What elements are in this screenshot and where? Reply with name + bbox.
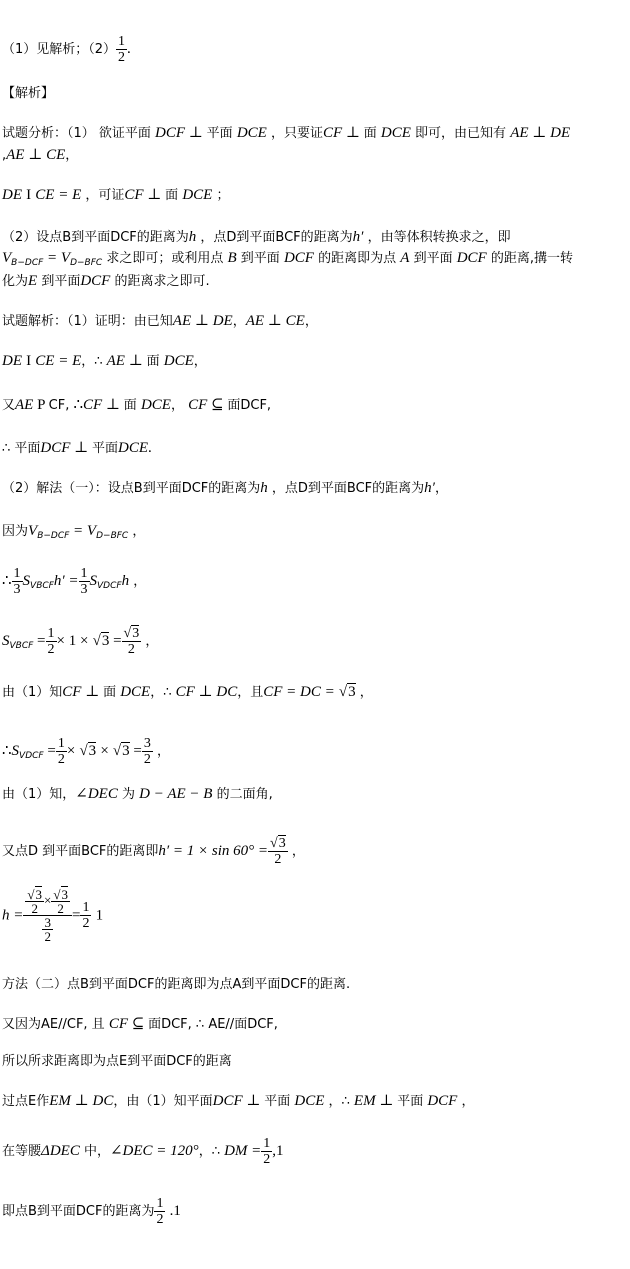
fraction bbox=[261, 1136, 272, 1167]
math-text-l4_e: ，由等体积转换求之，即 bbox=[367, 230, 511, 245]
math-text-l5_j: 的距离,搆一转 bbox=[490, 251, 573, 266]
math-text-s3_a: 又 bbox=[2, 398, 16, 413]
fraction bbox=[25, 888, 44, 915]
math-text-s7_s2: S bbox=[89, 573, 97, 589]
math-text-end: . bbox=[127, 41, 131, 57]
fraction bbox=[12, 566, 23, 597]
math-text-s8_root: √ bbox=[92, 633, 101, 649]
math-text-s3_g: 面 bbox=[123, 398, 137, 413]
math-text-l1_f: 面 bbox=[363, 126, 377, 141]
math-text-s9_a: 由（1）知 bbox=[2, 685, 63, 700]
math-text-s4_e: . bbox=[148, 440, 152, 456]
math-text-l5_v1: V bbox=[2, 250, 12, 266]
math-text-s7_sub1: VBCF bbox=[30, 581, 54, 591]
math-text-s9_g: ，且 bbox=[237, 685, 264, 700]
math-text-s6_s1: B−DCF bbox=[37, 531, 70, 541]
math-text-s2_g: DCE bbox=[163, 353, 194, 369]
math-text-l5_g: A bbox=[400, 250, 410, 266]
math-text-s7_d2: 3 bbox=[80, 582, 88, 597]
math-text-l4_a: （2）设点B到平面DCF的距离为 bbox=[2, 230, 189, 245]
math-fragment: , bbox=[2, 148, 7, 163]
math-fragment bbox=[51, 888, 70, 901]
math-text-half_d: 2 bbox=[118, 50, 126, 65]
math-text-s8_eq2: = bbox=[109, 633, 122, 649]
analysis-line-1 bbox=[2, 125, 570, 142]
math-text-s3_h: DCE bbox=[140, 397, 171, 413]
math-text-s17_g: ，∴ bbox=[328, 1094, 354, 1109]
math-fragment bbox=[25, 888, 44, 901]
math-text-s6_s2: D−BFC bbox=[96, 531, 129, 541]
math-text-s2_b: I bbox=[26, 353, 32, 369]
math-text-l1_d: ，只要证 bbox=[270, 126, 323, 141]
math-text-s10_e: ， bbox=[157, 744, 171, 759]
math-text-s10_rad2: 3 bbox=[122, 743, 130, 759]
math-text-s11_d: D − AE − B bbox=[139, 786, 213, 802]
math-text-l5_h: 到平面 bbox=[413, 251, 453, 266]
math-text-s7_n: 1 bbox=[13, 566, 21, 581]
math-text-s15_a: 又因为AE//CF, 且 bbox=[2, 1017, 105, 1032]
math-text-l6_c: 到平面 bbox=[41, 274, 81, 289]
math-text-section_title: 【解析】 bbox=[2, 86, 55, 101]
math-text-s17_i: 平面 bbox=[397, 1094, 424, 1109]
math-text-l5_d: 到平面 bbox=[240, 251, 280, 266]
math-text-s19_b: .1 bbox=[169, 1203, 181, 1219]
math-text-s2_h: ， bbox=[193, 354, 207, 369]
math-text-s13_d1: 2 bbox=[25, 901, 44, 915]
math-text-s9_d: DCE bbox=[120, 684, 151, 700]
answer-text: （1）见解析；（2） bbox=[2, 42, 117, 57]
math-text-s18_e: ，∴ bbox=[198, 1144, 225, 1159]
solution-line-12 bbox=[2, 836, 305, 867]
math-text-s2_d: ，∴ bbox=[81, 354, 107, 369]
math-text-s7_e: ， bbox=[133, 574, 147, 589]
math-text-s15_b: CF ⊆ bbox=[108, 1016, 149, 1032]
math-text-s8_e: ， bbox=[145, 634, 159, 649]
math-text-l3_d: ，可证 bbox=[85, 188, 125, 203]
fraction bbox=[42, 916, 53, 943]
math-text-s12_root: √ bbox=[270, 836, 278, 851]
solution-line-2 bbox=[2, 353, 207, 370]
math-text-s10_m2: × bbox=[100, 743, 109, 759]
compound-fraction bbox=[23, 888, 72, 943]
solution-line-17 bbox=[2, 1093, 475, 1110]
math-text-s7_h1: h′ = bbox=[53, 573, 79, 589]
math-text-s7_h2: h bbox=[121, 573, 130, 589]
math-text-s18_a: 在等腰 bbox=[2, 1144, 42, 1159]
math-text-s3_j: CF ⊆ bbox=[188, 397, 228, 413]
solution-line-4 bbox=[2, 440, 152, 457]
math-text-s19_n: 1 bbox=[156, 1196, 164, 1211]
math-text-s7_a: ∴ bbox=[2, 573, 12, 589]
math-text-s3_k: 面DCF, bbox=[227, 398, 272, 413]
math-text-s12_e: ， bbox=[291, 844, 305, 859]
math-text-s3_c: P bbox=[33, 397, 49, 413]
math-text-l3_b: I bbox=[26, 187, 32, 203]
math-text-s10_fn: 3 bbox=[143, 736, 151, 751]
math-text-s10_rad1: 3 bbox=[88, 743, 97, 759]
math-text-s8_eq: = bbox=[33, 633, 46, 649]
math-text-s13_one: 1 bbox=[95, 907, 104, 924]
math-text-s10_eq: = bbox=[43, 743, 56, 759]
fraction bbox=[80, 900, 91, 931]
math-text-s19_a: 即点B到平面DCF的距离为 bbox=[2, 1204, 155, 1219]
math-text-label: 试题分析：（1） 欲证平面 bbox=[2, 126, 151, 141]
math-text-s13_dn: 3 bbox=[44, 915, 51, 930]
math-text-s1_d: AE ⊥ CE bbox=[245, 313, 305, 329]
math-text-s17_k: ， bbox=[461, 1094, 475, 1109]
math-text-s9_c: 面 bbox=[103, 685, 117, 700]
math-text-s14: 方法（二）点B到平面DCF的距离即为点A到平面DCF的距离. bbox=[2, 977, 351, 992]
math-text-s18_g: ,1 bbox=[272, 1143, 284, 1159]
math-text-s8_m: × 1 × bbox=[56, 633, 89, 649]
math-text-l6_d: DCF bbox=[80, 273, 111, 289]
math-text-s4_a: ∴ 平面 bbox=[2, 441, 41, 456]
math-text-s6_e: ， bbox=[132, 524, 146, 539]
math-text-l4_c: ，点D到平面BCF的距离为 bbox=[200, 230, 353, 245]
analysis-line-4 bbox=[2, 229, 511, 246]
math-text-s17_h: EM ⊥ bbox=[353, 1093, 398, 1109]
solution-line-6 bbox=[2, 523, 145, 544]
math-text-s8_d: 2 bbox=[47, 642, 55, 657]
math-text-s17_j: DCF bbox=[427, 1093, 458, 1109]
math-fragment bbox=[122, 626, 142, 641]
math-text-s6_eq: = V bbox=[69, 523, 97, 539]
math-text-s13_d2: 2 bbox=[51, 901, 70, 915]
math-text-s10_n: 1 bbox=[57, 736, 65, 751]
math-text-l4_d: h′ bbox=[352, 229, 364, 245]
math-text-s7_s: S bbox=[22, 573, 31, 589]
math-text-half_n: 1 bbox=[118, 34, 126, 49]
math-text-s18_f: DM = bbox=[224, 1143, 262, 1159]
math-text-s18_n: 1 bbox=[263, 1136, 271, 1151]
math-text-s9_rad: 3 bbox=[348, 684, 356, 700]
analysis-line-2 bbox=[2, 147, 78, 164]
math-text-s5_e: ， bbox=[434, 481, 448, 496]
math-text-s2_e: AE ⊥ bbox=[106, 353, 147, 369]
math-text-s17_b: EM ⊥ DC bbox=[49, 1093, 114, 1109]
math-text-s13_rr1: 3 bbox=[35, 887, 43, 902]
math-text-s10_sub: VDCF bbox=[19, 751, 44, 761]
math-text-s2_f: 面 bbox=[146, 354, 160, 369]
math-text-s18_b: ΔDEC bbox=[41, 1143, 80, 1159]
solution-line-15 bbox=[2, 1016, 278, 1033]
math-text-s17_d: DCF ⊥ bbox=[212, 1093, 265, 1109]
math-text-s7_sub2: VDCF bbox=[97, 581, 122, 591]
math-text-l5_c: B bbox=[227, 250, 237, 266]
math-text-s10_s: S bbox=[11, 743, 20, 759]
math-text-s15_d: ∴ AE//面DCF, bbox=[195, 1017, 278, 1032]
math-fragment bbox=[23, 915, 72, 943]
math-text-s8_fn_root: √ bbox=[123, 626, 132, 641]
math-text-l2_end: ， bbox=[65, 148, 79, 163]
math-text-s19_d: 2 bbox=[156, 1212, 164, 1227]
math-text-s6_v1: V bbox=[28, 523, 38, 539]
math-text-s9_f: CF ⊥ DC bbox=[175, 684, 238, 700]
math-text-l3_f: 面 bbox=[165, 188, 179, 203]
math-text-s1_e: ， bbox=[304, 314, 318, 329]
fraction bbox=[122, 626, 142, 657]
math-text-s10_a: ∴ bbox=[2, 743, 12, 759]
solution-line-9 bbox=[2, 684, 373, 701]
solution-line-18 bbox=[2, 1136, 284, 1167]
solution-line-7 bbox=[2, 566, 146, 597]
math-text-s9_i: ， bbox=[359, 685, 373, 700]
math-text-s13_rr2: 3 bbox=[61, 887, 68, 902]
math-text-s3_f: CF ⊥ bbox=[83, 397, 124, 413]
math-text-s16: 所以所求距离即为点E到平面DCF的距离 bbox=[2, 1054, 232, 1069]
math-text-l5_i: DCF bbox=[456, 250, 487, 266]
math-text-s11_c: 为 bbox=[122, 787, 136, 802]
math-text-s5_a: （2）解法（一）：设点B到平面DCF的距离为 bbox=[2, 481, 261, 496]
math-text-s13_eq: = bbox=[72, 907, 81, 924]
math-text-s13_d: 2 bbox=[82, 916, 90, 931]
fraction bbox=[56, 736, 67, 767]
math-text-s18_d: ∠DEC = 120° bbox=[109, 1143, 199, 1159]
math-text-s12_d: 2 bbox=[268, 851, 288, 867]
solution-line-13 bbox=[2, 888, 103, 943]
math-text-s17_f: DCE bbox=[294, 1093, 325, 1109]
solution-line-19 bbox=[2, 1196, 181, 1227]
math-text-s6_a: 因为 bbox=[2, 524, 29, 539]
answer-fraction bbox=[116, 34, 127, 65]
math-text-s8_s: S bbox=[2, 633, 10, 649]
math-fragment bbox=[23, 888, 72, 915]
math-text-l5_f: 的距离即为点 bbox=[318, 251, 397, 266]
math-text-s15_c: 面DCF, bbox=[148, 1017, 192, 1032]
math-text-s2_c: CE = E bbox=[35, 353, 82, 369]
math-text-s13_x: × bbox=[44, 892, 52, 908]
solution-line-5 bbox=[2, 480, 448, 497]
math-text-l1_a: DCF ⊥ bbox=[155, 125, 207, 141]
math-text-l5_s1: B−DCF bbox=[11, 258, 44, 268]
solution-line-16 bbox=[2, 1054, 232, 1070]
math-text-s4_d: DCE bbox=[118, 440, 149, 456]
math-text-s1_b: AE ⊥ DE bbox=[172, 313, 233, 329]
math-text-l3_c: CE = E bbox=[35, 187, 82, 203]
math-text-s11_e: 的二面角, bbox=[216, 787, 273, 802]
math-text-l1_b: 平面 bbox=[206, 126, 233, 141]
math-text-s5_c: ，点D到平面BCF的距离为 bbox=[271, 481, 425, 496]
fraction bbox=[154, 1196, 165, 1227]
answer-line bbox=[2, 34, 131, 65]
math-text-l1_c: DCE bbox=[236, 125, 267, 141]
math-text-s11_b: ∠DEC bbox=[75, 786, 118, 802]
analysis-line-5 bbox=[2, 250, 573, 271]
fraction bbox=[268, 836, 288, 867]
solution-line-10 bbox=[2, 736, 170, 767]
math-text-s8_fd: 2 bbox=[122, 641, 142, 657]
math-text-l1_g: DCE bbox=[380, 125, 411, 141]
solution-line-1 bbox=[2, 313, 318, 330]
math-text-l5_s2: D−BFC bbox=[70, 258, 103, 268]
analysis-line-3 bbox=[2, 187, 229, 204]
math-text-l3_e: CF ⊥ bbox=[124, 187, 166, 203]
math-text-s10_root1: √ bbox=[79, 743, 88, 759]
fraction bbox=[46, 626, 57, 657]
math-text-l1_h: 即可，由已知有 bbox=[415, 126, 507, 141]
math-text-s12_rad: 3 bbox=[278, 836, 286, 851]
math-text-l1_i: AE ⊥ DE bbox=[510, 125, 571, 141]
math-text-s4_b: DCF ⊥ bbox=[40, 440, 93, 456]
math-text-s9_e: ，∴ bbox=[150, 685, 176, 700]
math-text-s13_n: 1 bbox=[82, 900, 90, 915]
math-text-s10_fd: 2 bbox=[143, 752, 151, 767]
math-text-s12_a: 又点D 到平面BCF的距离即 bbox=[2, 844, 159, 859]
math-text-l6_e: 的距离求之即可. bbox=[114, 274, 210, 289]
math-text-s9_h: CF = DC = bbox=[263, 684, 335, 700]
math-fragment bbox=[268, 836, 288, 851]
math-text-s9_b: CF ⊥ bbox=[62, 684, 104, 700]
math-text-s8_fn_rad: 3 bbox=[132, 626, 140, 641]
math-text-s12_b: h′ = 1 × sin 60° = bbox=[158, 843, 269, 859]
math-text-s13_dd: 2 bbox=[44, 929, 51, 944]
math-text-s3_b: AE bbox=[15, 397, 34, 413]
math-text-l4_b: h bbox=[188, 229, 197, 245]
analysis-line-6 bbox=[2, 273, 210, 290]
math-text-s7_d: 3 bbox=[13, 582, 21, 597]
fraction bbox=[79, 566, 90, 597]
math-text-s2_a: DE bbox=[2, 353, 22, 369]
math-text-l3_h: ； bbox=[216, 188, 230, 203]
math-text-s8_rad: 3 bbox=[101, 633, 110, 649]
math-text-s9_root: √ bbox=[338, 684, 348, 700]
section-title bbox=[2, 86, 54, 102]
math-text-s1_a: 试题解析：（1）证明：由已知 bbox=[2, 314, 173, 329]
math-text-s10_eq2: = bbox=[129, 743, 142, 759]
math-text-l3_g: DCE bbox=[182, 187, 213, 203]
math-text-s13_r2: √ bbox=[53, 887, 61, 902]
math-text-s3_i: ， bbox=[170, 398, 184, 413]
fraction bbox=[51, 888, 70, 915]
math-text-s17_c: ，由（1）知平面 bbox=[113, 1094, 213, 1109]
math-text-s10_root2: √ bbox=[112, 743, 122, 759]
math-text-l5_e: DCF bbox=[283, 250, 314, 266]
math-text-l6_b: E bbox=[28, 273, 38, 289]
math-text-l5_b: 求之即可；或利用点 bbox=[106, 251, 224, 266]
solution-line-11 bbox=[2, 786, 273, 803]
math-text-s17_e: 平面 bbox=[264, 1094, 291, 1109]
math-text-s5_b: h bbox=[260, 480, 268, 496]
math-text-s11_a: 由（1）知， bbox=[2, 787, 76, 802]
math-text-l5_eq: = V bbox=[43, 250, 71, 266]
math-text-s13_h: h = bbox=[2, 907, 24, 924]
math-text-s13_r1: √ bbox=[27, 887, 35, 902]
math-text-l1_e: CF ⊥ bbox=[322, 125, 364, 141]
math-text-l2: AE ⊥ CE bbox=[6, 147, 66, 163]
math-text-s10_d: 2 bbox=[57, 752, 65, 767]
math-text-s8_sub: VBCF bbox=[9, 641, 34, 651]
math-text-s5_d: h′ bbox=[424, 480, 435, 496]
math-text-s17_a: 过点E作 bbox=[2, 1094, 50, 1109]
math-text-s10_m1: × bbox=[66, 743, 76, 759]
math-text-s1_c: ， bbox=[232, 314, 246, 329]
math-text-s18_c: 中， bbox=[83, 1144, 110, 1159]
solution-line-14 bbox=[2, 977, 350, 993]
math-text-s4_c: 平面 bbox=[92, 441, 119, 456]
fraction bbox=[142, 736, 153, 767]
math-text-s8_n: 1 bbox=[47, 626, 55, 641]
solution-line-3 bbox=[2, 397, 271, 414]
math-text-l6_a: 化为 bbox=[2, 274, 29, 289]
math-text-s3_e: ∴ bbox=[73, 397, 84, 413]
solution-line-8 bbox=[2, 626, 158, 657]
math-text-s18_d2: 2 bbox=[263, 1152, 271, 1167]
math-text-s7_n2: 1 bbox=[80, 566, 88, 581]
math-text-l3_a: DE bbox=[2, 187, 22, 203]
math-text-s3_d: CF, bbox=[48, 398, 70, 413]
